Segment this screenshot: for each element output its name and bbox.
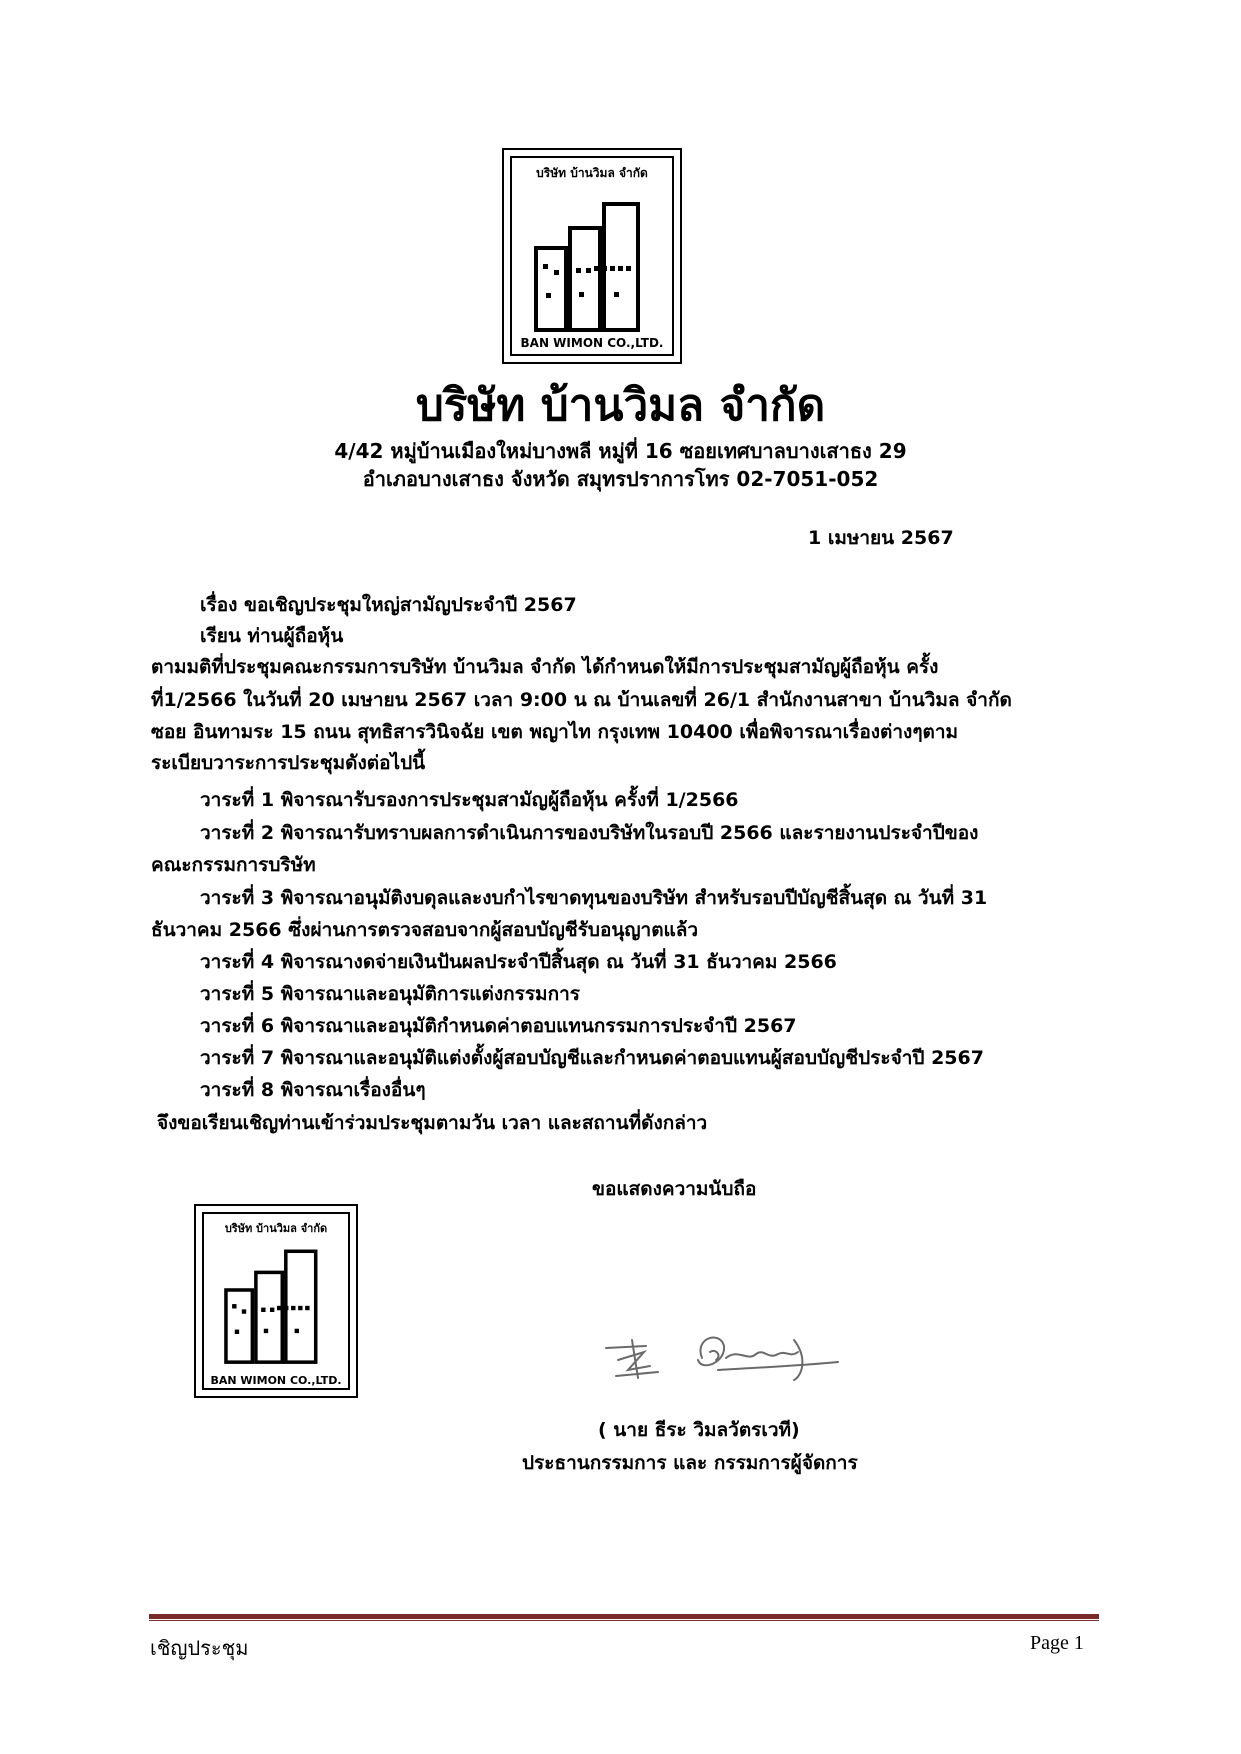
company-logo-stamp (194, 1204, 358, 1398)
agenda-item-5: วาระที่ 5 พิจารณาและอนุมัติการแต่งกรรมการ (200, 983, 580, 1005)
logo-buildings-icon (534, 198, 654, 348)
agenda-item-7: วาระที่ 7 พิจารณาและอนุมัติแต่งตั้งผู้สอบบัญชีและกำหนดค่าตอบแทนผู้สอบบัญชีประจำปี 2567 (200, 1047, 984, 1069)
agenda-item-4: วาระที่ 4 พิจารณางดจ่ายเงินปันผลประจำปีสิ้นสุด ณ วันที่ 31 ธันวาคม 2566 (200, 951, 837, 973)
footer-rule (149, 1614, 1099, 1619)
agenda-item-2: วาระที่ 2 พิจารณารับทราบผลการดำเนินการของบริษัทในรอบปี 2566 และรายงานประจำปีของ (200, 822, 979, 844)
agenda-item-3: วาระที่ 3 พิจารณาอนุมัติงบดุลและงบกำไรขาดทุนของบริษัท สำหรับรอบปีบัญชีสิ้นสุด ณ วันที่ 31 (200, 887, 988, 909)
logo-bottom-text: BAN WIMON CO.,LTD. (520, 336, 664, 350)
regards-text: ขอแสดงความนับถือ (592, 1178, 757, 1200)
letter-recipient: เรียน ท่านผู้ถือหุ้น (200, 625, 344, 647)
intro-line-1: ตามมติที่ประชุมคณะกรรมการบริษัท บ้านวิมล จำกัด ได้กำหนดให้มีการประชุมสามัญผู้ถือหุ้น ครั้ง (151, 656, 939, 678)
agenda-item-8: วาระที่ 8 พิจารณาเรื่องอื่นๆ (200, 1079, 426, 1101)
letter-date: 1 เมษายน 2567 (808, 527, 954, 549)
agenda-item-2-cont: คณะกรรมการบริษัท (151, 854, 316, 876)
logo-top-text: บริษัท บ้านวิมล จำกัด (536, 166, 648, 180)
agenda-item-6: วาระที่ 6 พิจารณาและอนุมัติกำหนดค่าตอบแทนกรรมการประจำปี 2567 (200, 1015, 797, 1037)
signature-image (598, 1318, 858, 1408)
company-logo-top (502, 148, 682, 364)
footer-rule-thin (149, 1620, 1099, 1621)
stamp-top-text: บริษัท บ้านวิมล จำกัด (224, 1222, 328, 1235)
intro-line-3: ซอย อินทามระ 15 ถนน สุทธิสารวินิจฉัย เขต พญาไท กรุงเทพ 10400 เพื่อพิจารณาเรื่องต่างๆตาม (151, 721, 959, 743)
address-line-2: อำเภอบางเสาธง จังหวัด สมุทรปราการโทร 02-7051-052 (362, 467, 879, 491)
agenda-item-1: วาระที่ 1 พิจารณารับรองการประชุมสามัญผู้ถือหุ้น ครั้งที่ 1/2566 (200, 789, 739, 811)
company-name: บริษัท บ้านวิมล จำกัด (415, 380, 826, 431)
footer-page-number: Page 1 (1030, 1632, 1084, 1654)
footer-left-text: เชิญประชุม (150, 1638, 249, 1660)
stamp-bottom-text: BAN WIMON CO.,LTD. (210, 1374, 342, 1387)
signer-name: ( นาย ธีระ วิมลวัตรเวที) (598, 1419, 800, 1441)
intro-line-2: ที่1/2566 ในวันที่ 20 เมษายน 2567 เวลา 9:00 น ณ บ้านเลขที่ 26/1 สำนักงานสาขา บ้านวิมล จำกัด (151, 689, 1012, 711)
address-line-1: 4/42 หมู่บ้านเมืองใหม่บางพลี หมู่ที่ 16 ซอยเทศบาลบางเสาธง 29 (334, 439, 907, 463)
signer-title: ประธานกรรมการ และ กรรมการผู้จัดการ (522, 1452, 858, 1474)
letter-subject: เรื่อง ขอเชิญประชุมใหญ่สามัญประจำปี 2567 (200, 594, 577, 616)
stamp-buildings-icon (222, 1246, 332, 1378)
closing-sentence: จึงขอเรียนเชิญท่านเข้าร่วมประชุมตามวัน เวลา และสถานที่ดังกล่าว (157, 1112, 708, 1134)
intro-line-4: ระเบียบวาระการประชุมดังต่อไปนี้ (151, 752, 426, 774)
agenda-item-3-cont: ธันวาคม 2566 ซึ่งผ่านการตรวจสอบจากผู้สอบบัญชีรับอนุญาตแล้ว (151, 919, 699, 941)
